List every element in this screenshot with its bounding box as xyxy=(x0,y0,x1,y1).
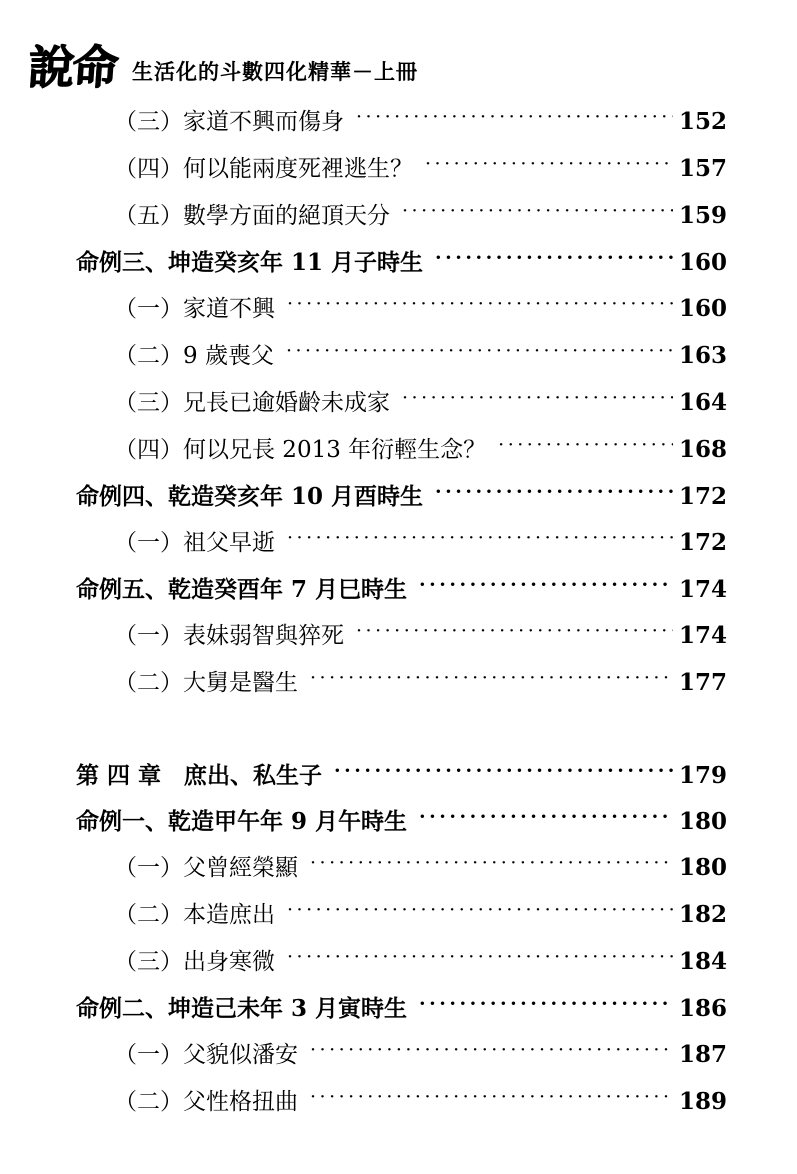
toc-entry[interactable] xyxy=(70,527,727,555)
toc-leader-dots xyxy=(435,247,673,270)
book-logo: 說命 xyxy=(26,40,118,94)
toc-entry[interactable] xyxy=(70,1039,727,1067)
toc-entry[interactable] xyxy=(70,760,727,787)
toc-entry-page: 179 xyxy=(678,762,727,789)
toc-leader-dots xyxy=(287,899,673,922)
toc-entry-page: 172 xyxy=(678,483,727,510)
toc-entry-label: （一）表妹弱智與猝死 xyxy=(114,623,344,649)
toc-entry-label: （二）大舅是醫生 xyxy=(114,670,298,696)
toc-entry[interactable] xyxy=(70,481,727,508)
toc-entry[interactable] xyxy=(70,574,727,601)
toc-leader-dots xyxy=(310,1039,673,1062)
toc-entry[interactable] xyxy=(70,200,727,228)
toc-leader-dots xyxy=(356,106,673,129)
toc-entry[interactable] xyxy=(70,993,727,1020)
toc-leader-dots xyxy=(334,760,673,783)
toc-entry-label: （三）出身寒微 xyxy=(114,949,275,975)
toc-entry[interactable] xyxy=(70,667,727,695)
table-of-contents xyxy=(0,92,797,1114)
toc-entry-page: 164 xyxy=(678,389,727,416)
toc-entry-page: 160 xyxy=(678,249,727,276)
toc-leader-dots xyxy=(310,667,673,690)
toc-leader-dots xyxy=(287,946,673,969)
toc-entry-page: 180 xyxy=(678,854,727,881)
toc-entry-page: 157 xyxy=(678,155,727,182)
toc-leader-dots xyxy=(498,434,673,457)
page-header xyxy=(0,0,797,92)
toc-leader-dots xyxy=(287,527,673,550)
toc-entry[interactable] xyxy=(70,620,727,648)
toc-entry[interactable] xyxy=(70,1086,727,1114)
toc-section-gap xyxy=(70,714,727,760)
toc-leader-dots xyxy=(419,574,673,597)
toc-entry-label: （二）父性格扭曲 xyxy=(114,1089,298,1115)
toc-leader-dots xyxy=(419,993,673,1016)
toc-leader-dots xyxy=(402,387,673,410)
toc-entry[interactable] xyxy=(70,293,727,321)
toc-entry-label: （一）祖父早逝 xyxy=(114,530,275,556)
toc-entry[interactable] xyxy=(70,340,727,368)
toc-entry-label: （二）本造庶出 xyxy=(114,902,275,928)
toc-leader-dots xyxy=(402,200,673,223)
toc-entry[interactable] xyxy=(70,106,727,134)
toc-entry-page: 182 xyxy=(678,901,727,928)
toc-entry-page: 187 xyxy=(678,1041,727,1068)
toc-entry[interactable] xyxy=(70,806,727,833)
book-subtitle: 生活化的斗數四化精華－上冊 xyxy=(132,59,418,84)
toc-entry-label: （四）何以能兩度死裡逃生？ xyxy=(114,156,413,182)
toc-entry-label: 命例一、乾造甲午年 9 月午時生 xyxy=(76,808,408,835)
toc-entry[interactable] xyxy=(70,247,727,274)
toc-entry-page: 177 xyxy=(678,669,727,696)
toc-entry-page: 159 xyxy=(678,202,727,229)
toc-leader-dots xyxy=(310,1086,673,1109)
toc-entry[interactable] xyxy=(70,852,727,880)
toc-leader-dots xyxy=(425,153,673,176)
toc-entry[interactable] xyxy=(70,153,727,181)
toc-entry-label: （四）何以兄長 2013 年衍輕生念？ xyxy=(114,437,487,463)
toc-leader-dots xyxy=(310,852,673,875)
toc-entry-page: 163 xyxy=(678,342,727,369)
toc-entry-page: 184 xyxy=(678,948,727,975)
toc-entry-page: 160 xyxy=(678,295,727,322)
toc-leader-dots xyxy=(287,293,673,316)
toc-entry[interactable] xyxy=(70,387,727,415)
toc-leader-dots xyxy=(435,481,673,504)
toc-entry-page: 186 xyxy=(678,995,727,1022)
toc-entry-page: 172 xyxy=(678,529,727,556)
toc-entry-page: 180 xyxy=(678,808,727,835)
toc-entry-label: （三）兄長已逾婚齡未成家 xyxy=(114,390,390,416)
toc-entry-label: （一）家道不興 xyxy=(114,296,275,322)
toc-entry-label: （五）數學方面的絕頂天分 xyxy=(114,203,390,229)
toc-entry[interactable] xyxy=(70,899,727,927)
toc-entry[interactable] xyxy=(70,946,727,974)
toc-entry-label: （二）9 歲喪父 xyxy=(114,343,274,369)
toc-entry-label: （三）家道不興而傷身 xyxy=(114,109,344,135)
toc-entry-label: 第 四 章 庶出、私生子 xyxy=(76,762,323,789)
toc-entry-label: （一）父貌似潘安 xyxy=(114,1042,298,1068)
toc-entry-page: 168 xyxy=(678,436,727,463)
toc-entry-label: （一）父曾經榮顯 xyxy=(114,855,298,881)
toc-entry[interactable] xyxy=(70,434,727,462)
toc-entry-page: 152 xyxy=(678,108,727,135)
toc-leader-dots xyxy=(356,620,673,643)
toc-entry-page: 174 xyxy=(678,576,727,603)
toc-entry-label: 命例二、坤造己未年 3 月寅時生 xyxy=(76,995,408,1022)
toc-entry-label: 命例四、乾造癸亥年 10 月酉時生 xyxy=(76,483,424,510)
toc-entry-page: 174 xyxy=(678,622,727,649)
toc-entry-label: 命例三、坤造癸亥年 11 月子時生 xyxy=(76,249,424,276)
toc-entry-page: 189 xyxy=(678,1088,727,1115)
toc-leader-dots xyxy=(419,806,673,829)
toc-leader-dots xyxy=(286,340,673,363)
toc-entry-label: 命例五、乾造癸酉年 7 月巳時生 xyxy=(76,576,408,603)
